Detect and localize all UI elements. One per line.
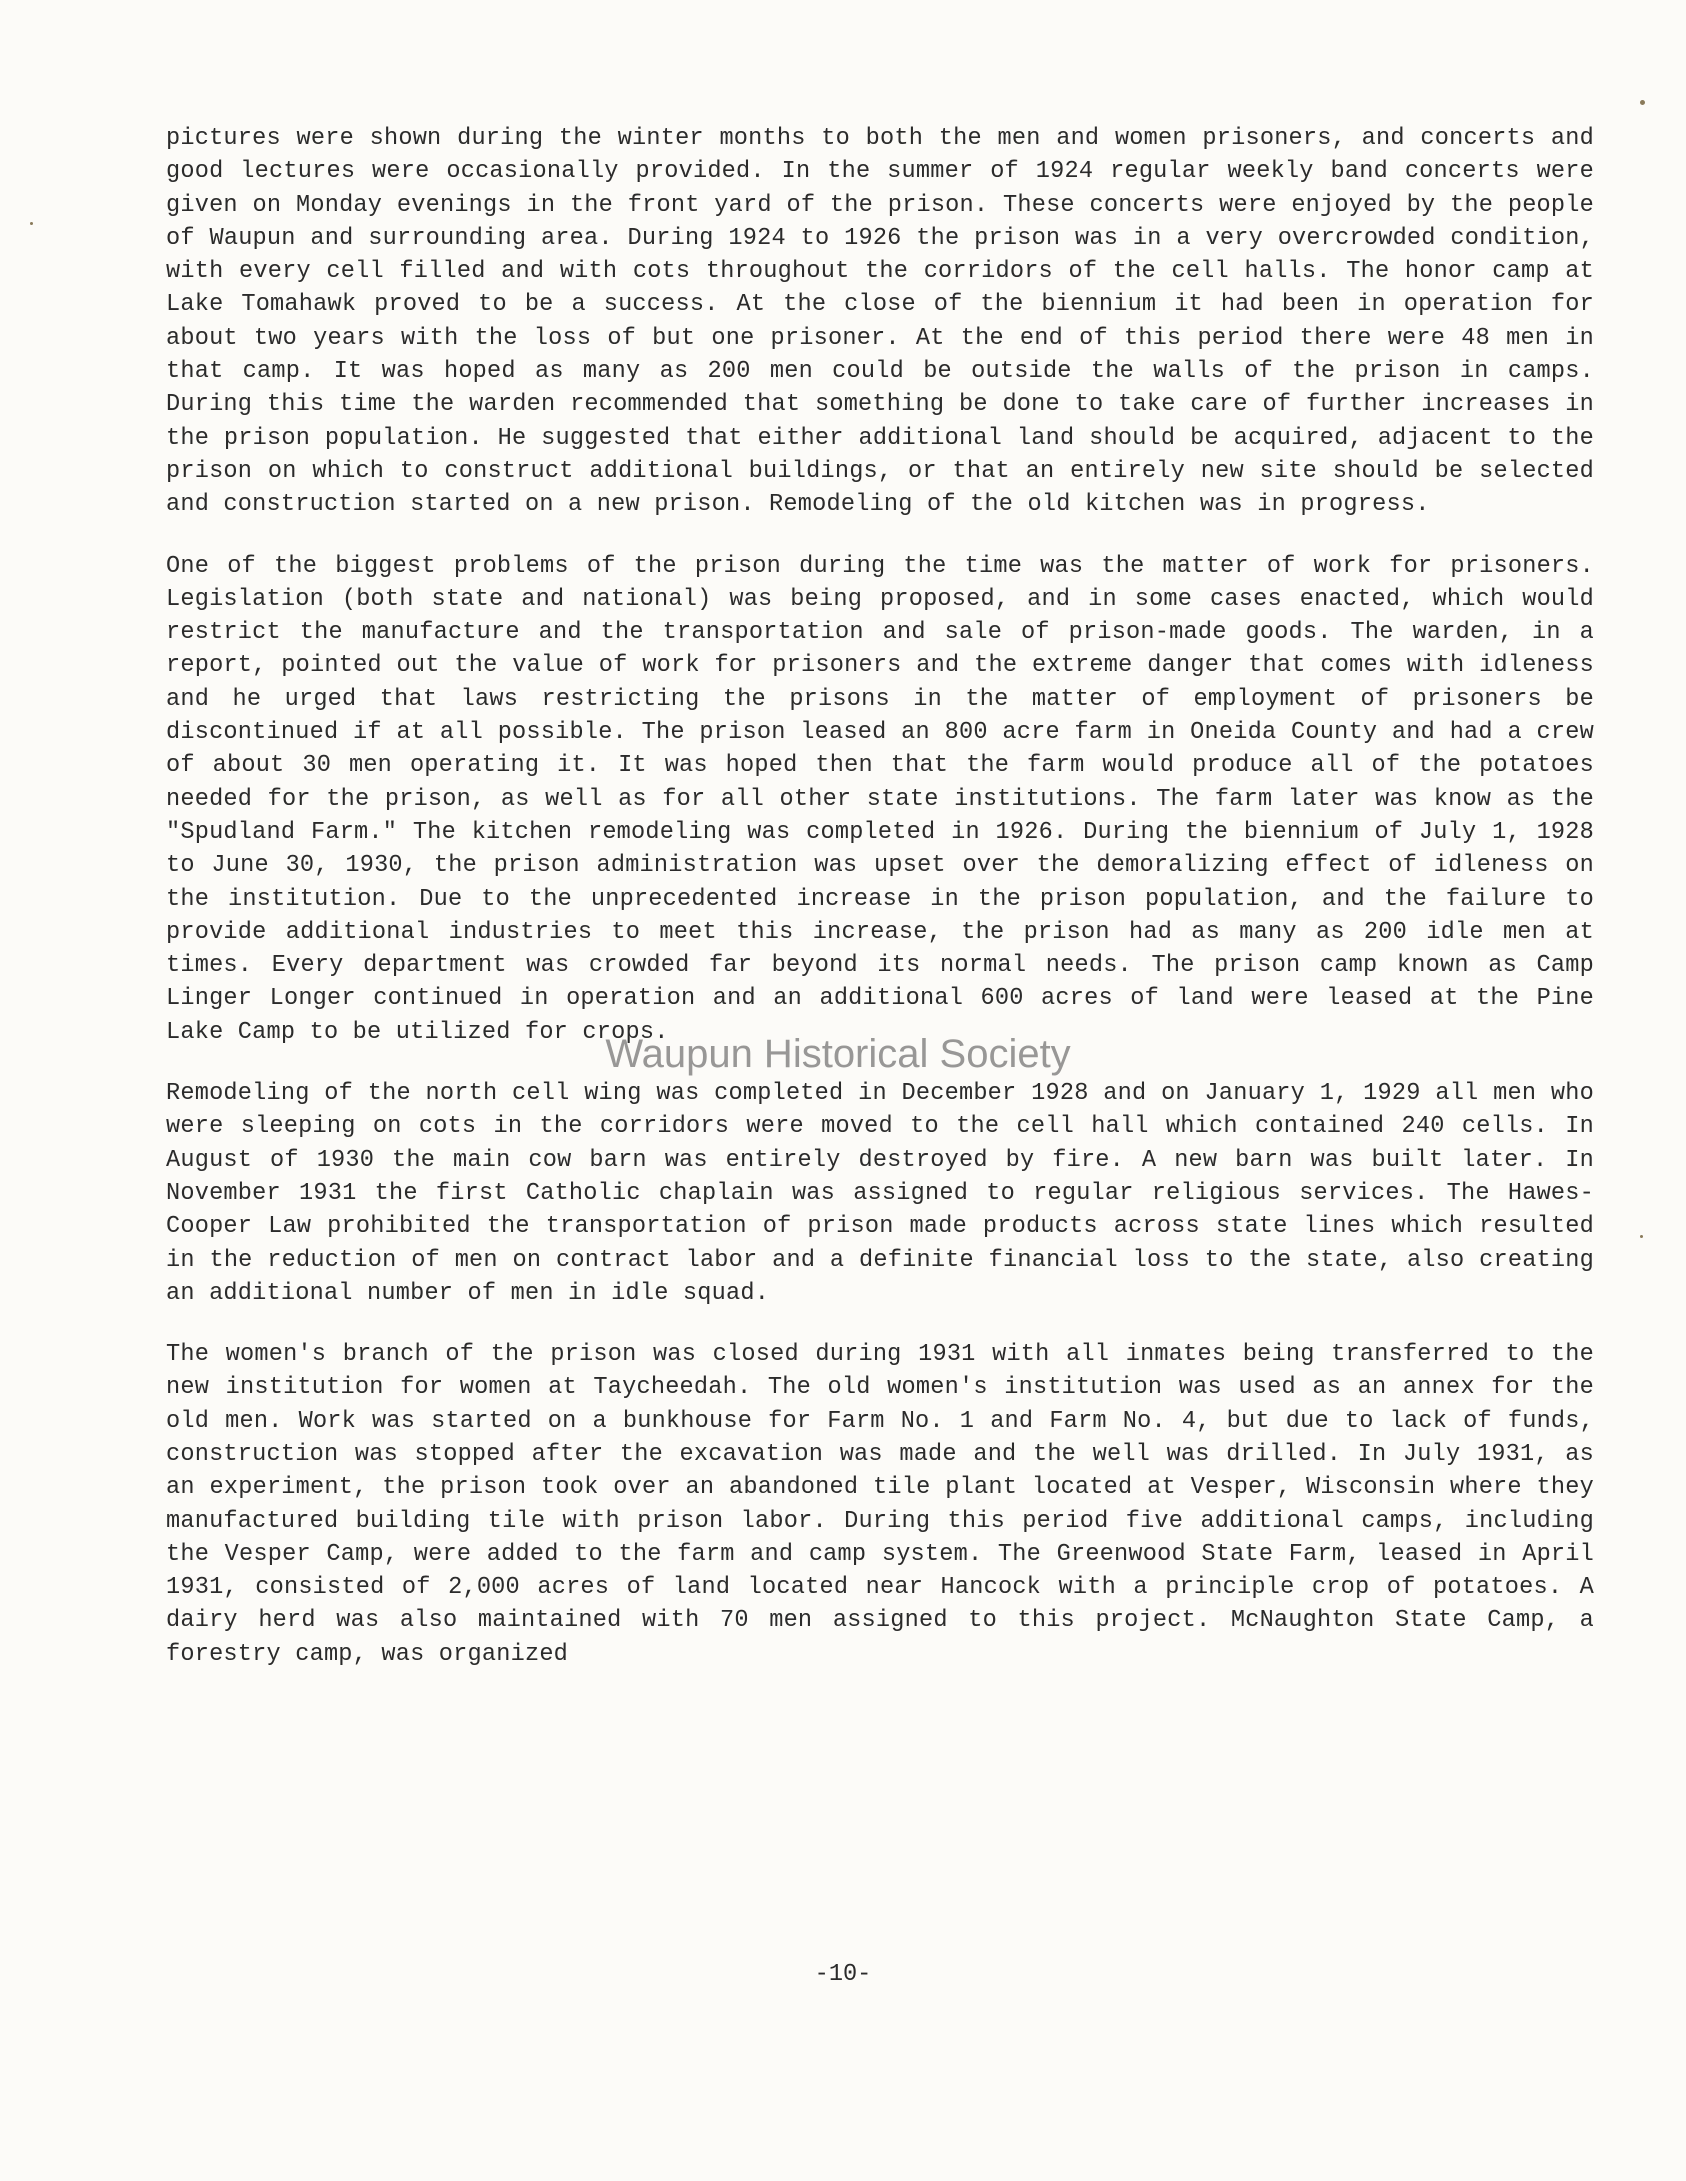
paragraph-2: One of the biggest problems of the prison during the time was the matter of work for prisoners. Legislation (both state and national) was being proposed, and in some cases enacted, which would restrict the manufacture and the transportation and sale of prison-made goods. The warden, in a report, pointed out the value of work for prisoners and the extreme danger that comes with idleness and he urged that laws restricting the prisons in the matter of employment of prisoners be discontinued if at all possible. The prison leased an 800 acre farm in Oneida County and had a crew of about 30 men operating it. It was hoped then that the farm would produce all of the potatoes needed for the prison, as well as for all other state institutions. The farm later was know as the "Spudland Farm." The kitchen remodeling was completed in 1926. During the biennium of July 1, 1928 to June 30, 1930, the prison administration was upset over the demoralizing effect of idleness on the institution. Due to the unprecedented increase in the prison population, and the failure to provide additional industries to meet this increase, the prison had as many as 200 idle men at times. Every department was crowded far beyond its normal needs. The prison camp known as Camp Linger Longer continued in operation and an additional 600 acres of land were leased at the Pine Lake Camp to be utilized for crops. (166, 552, 1594, 1046)
paragraph-3: Remodeling of the north cell wing was completed in December 1928 and on January 1, 1929 all men who were sleeping on cots in the corridors were moved to the cell hall which contained 240 cells. In August of 1930 the main cow barn was entirely destroyed by fire. A new barn was built later. In November 1931 the first Catholic chaplain was assigned to regular religious services. The Hawes-Cooper Law prohibited the transportation of prison made products across state lines which resulted in the reduction of men on contract labor and a definite financial loss to the state, also creating an additional number of men in idle squad. (166, 1080, 1594, 1307)
paragraph-4: The women's branch of the prison was closed during 1931 with all inmates being transferred to the new institution for women at Taycheedah. The old women's institution was used as an annex for the old men. Work was started on a bunkhouse for Farm No. 1 and Farm No. 4, but due to lack of funds, construction was stopped after the excavation was made and the well was drilled. In July 1931, as an experiment, the prison took over an abandoned tile plant located at Vesper, Wisconsin where they manufactured building tile with prison labor. During this period five additional camps, including the Vesper Camp, were added to the farm and camp system. The Greenwood State Farm, leased in April 1931, consisted of 2,000 acres of land located near Hancock with a principle crop of potatoes. A dairy herd was also maintained with 70 men assigned to this project. McNaughton State Camp, a forestry camp, was organized (166, 1341, 1594, 1668)
page-number: -10- (814, 1961, 872, 1988)
paper-speck (1640, 100, 1645, 105)
paragraph-1: pictures were shown during the winter months to both the men and women prisoners, and concerts and good lectures were occasionally provided. In the summer of 1924 regular weekly band concerts were given on Monday evenings in the front yard of the prison. These concerts were enjoyed by the people of Waupun and surrounding area. During 1924 to 1926 the prison was in a very overcrowded condition, with every cell filled and with cots throughout the corridors of the cell halls. The honor camp at Lake Tomahawk proved to be a success. At the close of the biennium it had been in operation for about two years with the loss of but one prisoner. At the end of this period there were 48 men in that camp. It was hoped as many as 200 men could be outside the walls of the prison in camps. During this time the warden recommended that something be done to take care of further increases in the prison population. He suggested that either additional land should be acquired, adjacent to the prison on which to construct additional buildings, or that an entirely new site should be selected and construction started on a new prison. Remodeling of the old kitchen was in progress. (166, 125, 1594, 519)
paper-speck (1640, 1235, 1643, 1238)
watermark: Waupun Historical Society (605, 1032, 1071, 1076)
document-body (166, 122, 1594, 1671)
paper-speck (30, 222, 33, 225)
